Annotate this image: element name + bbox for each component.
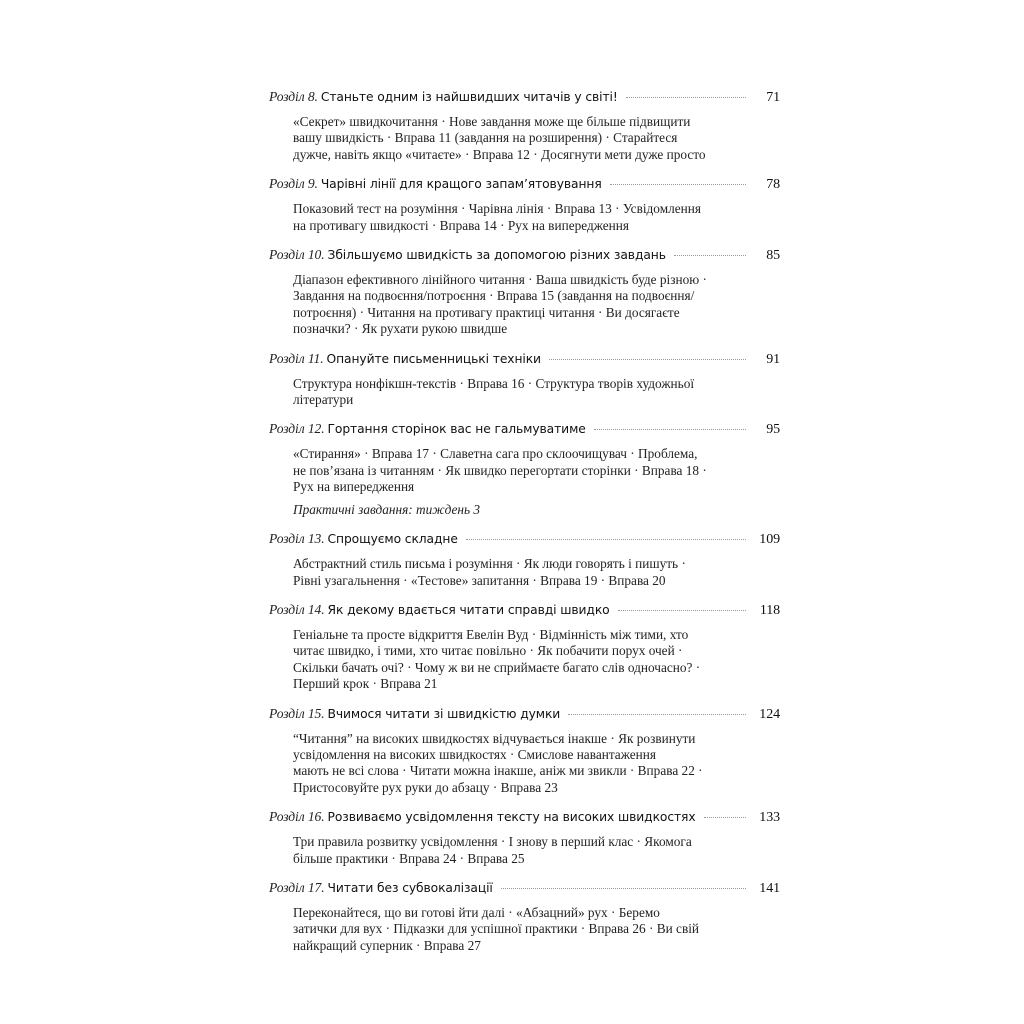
toc-entry	[269, 531, 780, 589]
chapter-contents	[293, 114, 780, 163]
page-number: 141	[759, 880, 780, 896]
contents-line: Скільки бачать очі? · Чому ж ви не сприймаєте багато слів одночасно? ·	[293, 659, 701, 675]
chapter-title: Гортання сторінок вас не гальмуватиме	[327, 422, 586, 437]
toc-entry-heading	[269, 351, 780, 373]
contents-line: Пристосовуйте рух руки до абзацу · Вправа 23	[293, 779, 558, 795]
toc-entry	[269, 176, 780, 234]
page-number: 133	[759, 810, 780, 826]
contents-line: «Секрет» швидкочитання · Нове завдання може ще більше підвищити	[293, 114, 691, 129]
chapter-title: Чарівні лінії для кращого запам’ятовування	[320, 177, 602, 192]
chapter-number: Розділ 10.	[269, 247, 325, 263]
toc-entry	[269, 602, 780, 693]
contents-line: літератури	[293, 392, 354, 408]
chapter-number: Розділ 12.	[269, 421, 325, 437]
contents-line: «Стирання» · Вправа 17 · Славетна сага про склоочищувач · Проблема,	[293, 446, 698, 462]
page-number: 91	[766, 351, 780, 367]
toc-entry	[269, 706, 780, 797]
dot-leader	[674, 255, 746, 256]
toc-entry	[269, 89, 780, 163]
chapter-title: Розвиваємо усвідомлення тексту на високих швидкостях	[327, 810, 696, 825]
contents-line: дужче, навіть якщо «читаєте» · Вправа 12 · Досягнути мети дуже просто	[293, 146, 706, 162]
toc-entry-heading	[269, 531, 780, 553]
chapter-title: Вчимося читати зі швидкістю думки	[327, 706, 561, 721]
toc-entry-heading	[269, 89, 780, 111]
toc-entry-heading	[269, 421, 780, 443]
chapter-number: Розділ 13.	[269, 531, 325, 547]
contents-line: Абстрактний стиль письма і розуміння · Як люди говорять і пишуть ·	[293, 556, 686, 572]
toc-entry-heading	[269, 880, 780, 902]
chapter-number: Розділ 17.	[269, 879, 325, 895]
toc-entry-heading	[269, 706, 780, 728]
chapter-number: Розділ 11.	[269, 350, 324, 366]
toc-entry	[269, 247, 780, 338]
page-number: 109	[759, 532, 780, 548]
toc-entry-heading	[269, 809, 780, 831]
contents-line: усвідомлення на високих швидкостях · Смислове навантаження	[293, 746, 656, 762]
chapter-title: Читати без субвокалізації	[327, 880, 493, 895]
chapter-contents	[293, 201, 780, 234]
chapter-contents	[293, 272, 780, 338]
table-of-contents	[269, 89, 780, 967]
dot-leader	[549, 359, 746, 360]
contents-line: Рівні узагальнення · «Тестове» запитання · Вправа 19 · Вправа 20	[293, 572, 666, 588]
chapter-number: Розділ 9.	[269, 176, 318, 192]
chapter-contents	[293, 731, 780, 797]
page-number: 118	[759, 602, 780, 618]
contents-line: Завдання на подвоєння/потроєння · Вправа 15 (завдання на подвоєння/	[293, 288, 695, 304]
contents-line: Перший крок · Вправа 21	[293, 676, 438, 692]
contents-line: на противагу швидкості · Вправа 14 · Рух на випередження	[293, 217, 629, 233]
dot-leader	[501, 888, 746, 889]
contents-line: найкращий суперник · Вправа 27	[293, 937, 481, 953]
contents-line: мають не всі слова · Читати можна інакше, аніж ми звикли · Вправа 22 ·	[293, 763, 703, 779]
contents-line: потроєння) · Читання на противагу практиці читання · Ви досягаєте	[293, 304, 680, 320]
dot-leader	[626, 97, 746, 98]
practice-note: Практичні завдання: тиждень 3	[293, 501, 481, 517]
chapter-title: Збільшуємо швидкість за допомогою різних завдань	[327, 248, 666, 263]
toc-entry	[269, 351, 780, 409]
contents-line: позначки? · Як рухати рукою швидше	[293, 321, 508, 337]
chapter-contents	[293, 446, 780, 495]
contents-line: не пов’язана із читанням · Як швидко перегортати сторінки · Вправа 18 ·	[293, 462, 707, 478]
contents-line: читає швидко, і тими, хто читає повільно · Як побачити порух очей ·	[293, 643, 683, 659]
chapter-number: Розділ 16.	[269, 809, 325, 825]
chapter-number: Розділ 15.	[269, 705, 325, 721]
chapter-contents	[293, 376, 780, 409]
toc-entry-heading	[269, 247, 780, 269]
toc-entry-heading	[269, 602, 780, 624]
dot-leader	[610, 184, 746, 185]
chapter-title: Опануйте письменницькі техніки	[326, 351, 541, 366]
chapter-title: Спрощуємо складне	[327, 532, 458, 547]
contents-line: Структура нонфікшн-текстів · Вправа 16 · Структура творів художньої	[293, 375, 695, 391]
dot-leader	[618, 610, 746, 611]
chapter-contents	[293, 834, 780, 867]
page-number: 78	[766, 177, 780, 193]
dot-leader	[568, 714, 746, 715]
contents-line: Переконайтеся, що ви готові йти далі · «Абзацний» рух · Беремо	[293, 904, 660, 920]
contents-line: Рух на випередження	[293, 479, 415, 495]
toc-entry	[269, 880, 780, 954]
contents-line: “Читання” на високих швидкостях відчувається інакше · Як розвинути	[293, 730, 696, 746]
contents-line: вашу швидкість · Вправа 11 (завдання на розширення) · Старайтеся	[293, 130, 678, 146]
page-number: 85	[766, 248, 780, 264]
contents-line: Показовий тест на розуміння · Чарівна лінія · Вправа 13 · Усвідомлення	[293, 201, 701, 217]
toc-entry-heading	[269, 176, 780, 198]
contents-line: Три правила розвитку усвідомлення · І знову в перший клас · Якомога	[293, 834, 692, 850]
contents-line: більше практики · Вправа 24 · Вправа 25	[293, 850, 525, 866]
chapter-contents	[293, 905, 780, 954]
chapter-contents	[293, 556, 780, 589]
chapter-number: Розділ 14.	[269, 601, 325, 617]
toc-entry	[269, 421, 780, 518]
dot-leader	[594, 429, 746, 430]
chapter-title: Як декому вдається читати справді швидко	[327, 602, 610, 617]
chapter-number: Розділ 8.	[269, 89, 318, 104]
page-number: 95	[766, 422, 780, 438]
contents-line: Діапазон ефективного лінійного читання · Ваша швидкість буде різною ·	[293, 272, 707, 288]
page-number: 71	[766, 90, 780, 105]
chapter-contents	[293, 627, 780, 693]
contents-line: затички для вух · Підказки для успішної практики · Вправа 26 · Ви свій	[293, 921, 700, 937]
contents-line: Геніальне та просте відкриття Евелін Вуд · Відмінність між тими, хто	[293, 626, 689, 642]
dot-leader	[704, 817, 746, 818]
dot-leader	[466, 539, 746, 540]
page-number: 124	[759, 706, 780, 722]
chapter-title: Станьте одним із найшвидших читачів у світі!	[320, 90, 618, 104]
toc-entry	[269, 809, 780, 867]
